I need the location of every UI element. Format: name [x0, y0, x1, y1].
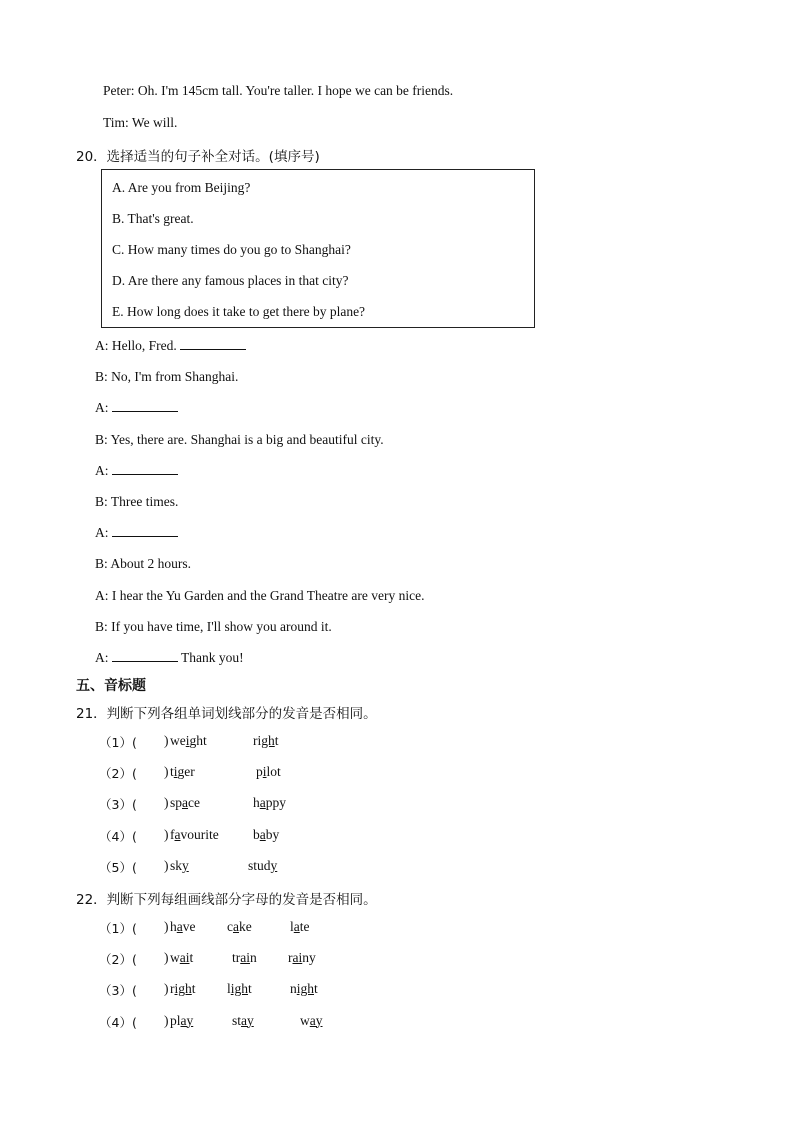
word-cell: [248, 858, 277, 874]
item-number: （2）(: [99, 952, 137, 968]
underlined-letters: ay: [309, 1012, 323, 1028]
option-d: D. Are there any famous places in that city?: [112, 273, 349, 288]
underlined-letters: a: [233, 919, 239, 934]
word-part: ke: [239, 919, 252, 934]
underlined-letters: i: [262, 764, 267, 780]
options-box: [101, 169, 535, 328]
answer-paren[interactable]: ): [164, 1012, 169, 1028]
underlined-letters: ai: [179, 950, 190, 966]
dialogue-text: Oh. I'm 145cm tall. You're taller. I hope we can be friends.: [137, 83, 454, 98]
word: [227, 919, 252, 934]
word-cell: [170, 733, 207, 749]
dialogue-line: [95, 463, 178, 479]
word-cell: [227, 981, 252, 997]
answer-blank[interactable]: [112, 525, 178, 537]
dialogue-text: Thank you!: [177, 650, 244, 665]
underlined-letters: i: [173, 764, 178, 780]
item-number: （5）(: [99, 859, 137, 875]
word-cell: [227, 919, 252, 935]
word-part: t: [314, 981, 318, 997]
dialogue-line: [95, 525, 178, 541]
word: [253, 795, 286, 810]
item-number: （3）(: [99, 983, 137, 999]
dialogue-line-tim: [103, 115, 177, 131]
word: [170, 1013, 193, 1028]
word-cell: [232, 1013, 254, 1029]
underlined-letters: a: [259, 826, 266, 842]
question-22-title: 22．判断下列每组画线部分字母的发音是否相同。: [76, 892, 377, 908]
option-e: E. How long does it take to get there by plane?: [112, 304, 366, 319]
underlined-letters: y: [270, 857, 278, 873]
underlined-letters: a: [293, 919, 300, 934]
word: [170, 795, 200, 810]
dialogue-text: A:: [95, 525, 112, 541]
word-part: ger: [177, 764, 195, 780]
dialogue-line: [95, 494, 178, 510]
answer-paren[interactable]: ): [164, 919, 169, 934]
word-part: we: [170, 733, 186, 748]
word-part: pl: [170, 1012, 181, 1028]
dialogue-text: A:: [95, 400, 112, 416]
underlined-letters: a: [176, 919, 183, 934]
word-cell: [170, 764, 195, 780]
answer-paren[interactable]: ): [164, 981, 169, 997]
word-part: f: [170, 826, 175, 842]
underlined-letters: ai: [292, 950, 303, 966]
dialogue-line: [95, 432, 384, 448]
dialogue-text: A:: [95, 462, 112, 478]
underlined-letters: a: [259, 795, 266, 811]
word-part: p: [256, 764, 263, 780]
word-part: l: [290, 919, 294, 934]
question-21-title: 21．判断下列各组单词划线部分的发音是否相同。: [76, 706, 377, 722]
word-part: ce: [188, 795, 200, 811]
word: [170, 827, 219, 842]
word: [290, 981, 318, 996]
word-part: r: [288, 950, 293, 966]
word-part: c: [227, 919, 233, 934]
dialogue-text: B: Yes, there are. Shanghai is a big and beautiful city.: [95, 431, 384, 447]
item-number: （3）(: [99, 797, 137, 813]
dialogue-line: [95, 619, 332, 635]
dialogue-text: A:: [95, 650, 112, 665]
dialogue-line: [95, 369, 238, 385]
answer-blank[interactable]: [112, 650, 178, 662]
answer-paren[interactable]: ): [164, 733, 169, 748]
dialogue-line: [95, 556, 191, 572]
word: [256, 764, 281, 779]
word-part: te: [299, 919, 310, 934]
dialogue-text: B: If you have time, I'll show you around it.: [95, 618, 332, 634]
underlined-letters: a: [174, 826, 181, 842]
item-number: （4）(: [99, 828, 137, 844]
dialogue-text: A: Hello, Fred.: [95, 338, 181, 353]
dialogue-text: A: I hear the Yu Garden and the Grand Theatre are very nice.: [95, 587, 425, 603]
word: [170, 981, 196, 996]
word-part: sp: [170, 795, 183, 811]
dialogue-text: B: No, I'm from Shanghai.: [95, 369, 239, 385]
option-b: B. That's great.: [112, 211, 194, 226]
underlined-letters: igh: [296, 981, 315, 997]
word-cell: [290, 919, 310, 935]
word: [253, 733, 279, 748]
word: [170, 733, 207, 748]
word: [227, 981, 252, 996]
underlined-letters: i: [185, 733, 190, 748]
underlined-letters: igh: [230, 981, 249, 997]
speaker: Peter:: [103, 83, 135, 98]
word-part: ght: [189, 733, 207, 748]
word-part: r: [170, 981, 175, 997]
underlined-letters: gh: [261, 733, 275, 748]
word: [170, 919, 196, 934]
dialogue-text: B: Three times.: [95, 494, 179, 509]
word-cell: [253, 827, 279, 843]
dialogue-line-peter: [103, 83, 453, 99]
word: [248, 858, 277, 873]
word-part: n: [250, 950, 257, 966]
word-cell: [288, 950, 316, 966]
answer-paren[interactable]: ): [164, 826, 169, 842]
word-cell: [290, 981, 318, 997]
answer-paren[interactable]: ): [164, 857, 169, 873]
word-part: t: [170, 764, 174, 780]
word-part: ri: [253, 733, 262, 748]
word-cell: [253, 795, 286, 811]
answer-paren[interactable]: ): [164, 950, 169, 966]
word-cell: [170, 950, 193, 966]
item-number: （2）(: [99, 766, 137, 782]
underlined-letters: ay: [241, 1012, 254, 1028]
word-part: w: [170, 950, 180, 966]
word-part: by: [265, 826, 280, 842]
dialogue-line: [95, 650, 244, 666]
word-part: ppy: [265, 795, 286, 811]
answer-paren[interactable]: ): [164, 795, 169, 811]
answer-blank[interactable]: [112, 400, 178, 412]
word: [290, 919, 310, 934]
answer-paren[interactable]: ): [164, 764, 169, 780]
word: [232, 950, 257, 965]
word-cell: [170, 858, 189, 874]
speaker: Tim:: [103, 115, 129, 130]
underlined-letters: ay: [180, 1012, 194, 1028]
word-part: vourite: [180, 826, 219, 842]
word-cell: [300, 1013, 323, 1029]
answer-blank[interactable]: [112, 463, 178, 475]
word: [170, 950, 193, 965]
word-cell: [170, 1013, 193, 1029]
word-part: ve: [182, 919, 196, 934]
word-cell: [170, 795, 200, 811]
word-part: t: [248, 981, 252, 997]
option-a: A. Are you from Beijing?: [112, 180, 251, 195]
item-number: （1）(: [99, 735, 137, 750]
word-part: h: [170, 919, 177, 934]
word-part: n: [290, 981, 297, 997]
dialogue-line: [95, 338, 246, 354]
item-number: （4）(: [99, 1014, 137, 1030]
underlined-letters: a: [182, 795, 189, 811]
word-part: t: [191, 981, 196, 997]
dialogue-line: [95, 588, 424, 604]
word-cell: [170, 827, 219, 843]
word-part: tr: [232, 950, 241, 966]
word: [253, 827, 279, 842]
word-cell: [256, 764, 281, 780]
word: [300, 1013, 323, 1028]
word-part: b: [253, 826, 260, 842]
word-cell: [232, 950, 257, 966]
section-title: 五、音标题: [76, 678, 146, 694]
word-cell: [170, 919, 196, 935]
word: [288, 950, 316, 965]
word-part: sk: [170, 857, 183, 873]
option-c: C. How many times do you go to Shanghai?: [112, 242, 351, 257]
word: [232, 1013, 254, 1028]
word-part: t: [189, 950, 194, 966]
word-cell: [170, 981, 196, 997]
word-part: stud: [248, 857, 271, 873]
dialogue-text: B: About 2 hours.: [95, 556, 192, 572]
word-part: ny: [302, 950, 316, 966]
word-part: t: [274, 733, 279, 748]
word-part: st: [232, 1012, 242, 1028]
dialogue-line: [95, 400, 178, 416]
word: [170, 764, 195, 779]
underlined-letters: ai: [240, 950, 250, 966]
word: [170, 858, 189, 873]
question-20-title: 20．选择适当的句子补全对话。(填序号): [76, 149, 320, 165]
item-number: （1）(: [99, 921, 137, 936]
word-part: lot: [266, 764, 281, 780]
word-part: l: [227, 981, 231, 997]
word-cell: [253, 733, 279, 749]
dialogue-text: We will.: [131, 115, 178, 130]
answer-blank[interactable]: [180, 338, 246, 350]
word-part: w: [300, 1012, 310, 1028]
underlined-letters: igh: [174, 981, 192, 997]
underlined-letters: y: [182, 857, 189, 873]
word-part: h: [253, 795, 260, 811]
